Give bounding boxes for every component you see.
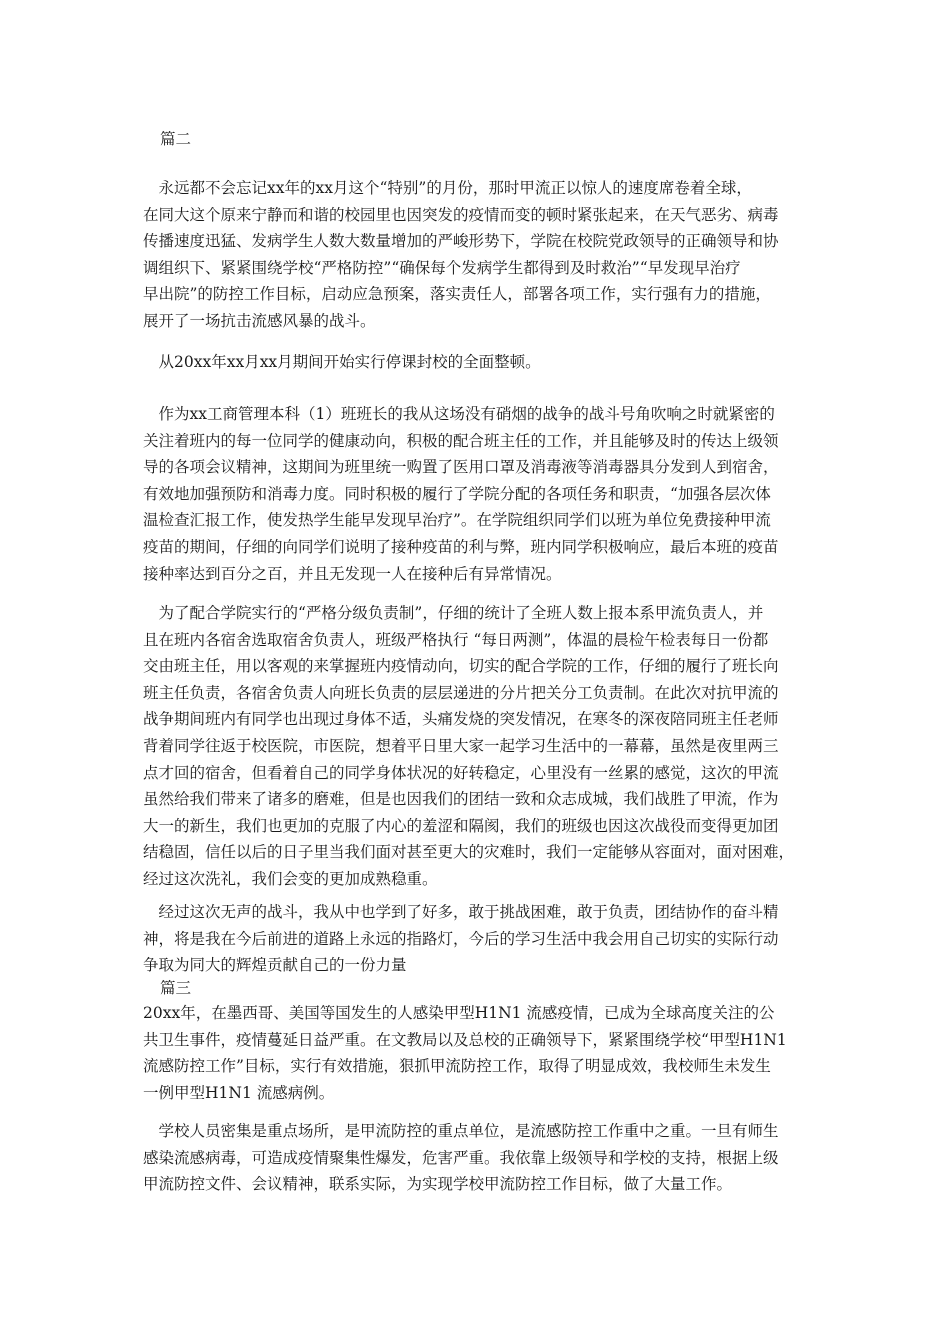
text-line: 展开了一场抗击流感风暴的战斗。 — [143, 311, 376, 330]
text-line: 神，将是我在今后前进的道路上永远的指路灯，今后的学习生活中我会用自己切实的实际行动 — [143, 929, 779, 948]
text-line: 为了配合学院实行的“严格分级负责制”，仔细的统计了全班人数上报本系甲流负责人，并 — [143, 604, 764, 622]
text-line: 流感防控工作”目标，实行有效措施，狠抓甲流防控工作，取得了明显成效，我校师生未发生 — [143, 1057, 771, 1076]
paragraph-6 — [143, 1000, 809, 1106]
text-line: 关注着班内的每一位同学的健康动向，积极的配合班主任的工作，并且能够及时的传达上级领 — [143, 431, 779, 450]
text-line: 从20xx年xx月xx月期间开始实行停课封校的全面整顿。 — [143, 353, 541, 371]
text-line: 交由班主任，用以客观的来掌握班内疫情动向，切实的配合学院的工作，仔细的履行了班长向 — [143, 657, 779, 676]
text-line: 在同大这个原来宁静而和谐的校园里也因突发的疫情而变的顿时紧张起来，在天气恶劣、病毒 — [143, 205, 779, 224]
paragraph-5 — [143, 899, 809, 979]
paragraph-2 — [143, 349, 809, 376]
text-line: 早出院”的防控工作目标，启动应急预案，落实责任人，部署各项工作，实行强有力的措施， — [143, 285, 771, 304]
text-line: 战争期间班内有同学也出现过身体不适，头痛发烧的突发情况，在寒冬的深夜陪同班主任老师 — [143, 710, 779, 729]
text-line: 虽然给我们带来了诸多的磨难，但是也因我们的团结一致和众志成城，我们战胜了甲流，作为 — [143, 790, 779, 809]
text-line: 共卫生事件，疫情蔓延日益严重。在文教局以及总校的正确领导下，紧紧围绕学校“甲型H1N1 — [143, 1030, 787, 1049]
text-line: 大一的新生，我们也更加的克服了内心的羞涩和隔阂，我们的班级也因这次战役而变得更加团 — [143, 816, 779, 835]
text-line: 导的各项会议精神，这期间为班里统一购置了医用口罩及消毒液等消毒器具分发到人到宿舍， — [143, 458, 779, 477]
text-line: 永远都不会忘记xx年的xx月这个“特别”的月份，那时甲流正以惊人的速度席卷着全球， — [143, 179, 752, 197]
text-line: 争取为同大的辉煌贡献自己的一份力量 — [143, 956, 407, 975]
text-line: 调组织下、紧紧围绕学校“严格防控”“确保每个发病学生都得到及时救治”“早发现早治疗 — [143, 258, 741, 277]
text-line: 接种率达到百分之百，并且无发现一人在接种后有异常情况。 — [143, 564, 562, 583]
text-line: 且在班内各宿舍选取宿舍负责人，班级严格执行 “每日两测”，体温的晨检午检表每日一份都 — [143, 630, 769, 649]
text-line: 温检查汇报工作，使发热学生能早发现早治疗”。在学院组织同学们以班为单位免费接种甲流 — [143, 511, 771, 530]
paragraph-1 — [143, 175, 809, 335]
paragraph-3 — [143, 401, 809, 587]
text-line: 一例甲型H1N1 流感病例。 — [143, 1083, 335, 1102]
text-line: 传播速度迅猛、发病学生人数大数量增加的严峻形势下，学院在校院党政领导的正确领导和协 — [143, 232, 779, 251]
text-line: 20xx年，在墨西哥、美国等国发生的人感染甲型H1N1 流感疫情，已成为全球高度关注的公 — [143, 1004, 775, 1022]
text-line: 学校人员密集是重点场所，是甲流防控的重点单位，是流感防控工作重中之重。一旦有师生 — [143, 1122, 779, 1140]
text-line: 甲流防控文件、会议精神，联系实际，为实现学校甲流防控工作目标，做了大量工作。 — [143, 1175, 733, 1194]
text-line: 感染流感病毒，可造成疫情聚集性爆发，危害严重。我依靠上级领导和学校的支持，根据上级 — [143, 1148, 779, 1167]
text-line: 点才回的宿舍，但看着自己的同学身体状况的好转稳定，心里没有一丝累的感觉，这次的甲流 — [143, 763, 779, 782]
paragraph-4 — [143, 600, 809, 893]
text-line: 结稳固，信任以后的日子里当我们面对甚至更大的灾难时，我们一定能够从容面对，面对困难， — [143, 843, 795, 862]
text-line: 疫苗的期间，仔细的向同学们说明了接种疫苗的利与弊，班内同学积极响应，最后本班的疫苗 — [143, 537, 779, 556]
text-line: 经过这次无声的战斗，我从中也学到了好多，敢于挑战困难，敢于负责，团结协作的奋斗精 — [143, 903, 779, 921]
text-line: 班主任负责，各宿舍负责人向班长负责的层层递进的分片把关分工负责制。在此次对抗甲流的 — [143, 683, 779, 702]
section-heading-2: 篇二 — [160, 130, 192, 148]
text-line: 经过这次洗礼，我们会变的更加成熟稳重。 — [143, 869, 438, 888]
paragraph-7 — [143, 1118, 809, 1198]
text-line: 有效地加强预防和消毒力度。同时积极的履行了学院分配的各项任务和职责，“加强各层次体 — [143, 484, 771, 503]
section-heading-3: 篇三 — [160, 979, 192, 997]
text-line: 背着同学往返于校医院，市医院，想着平日里大家一起学习生活中的一幕幕，虽然是夜里两三 — [143, 736, 779, 755]
text-line: 作为xx工商管理本科（1）班班长的我从这场没有硝烟的战争的战斗号角吹响之时就紧密的 — [143, 405, 775, 423]
